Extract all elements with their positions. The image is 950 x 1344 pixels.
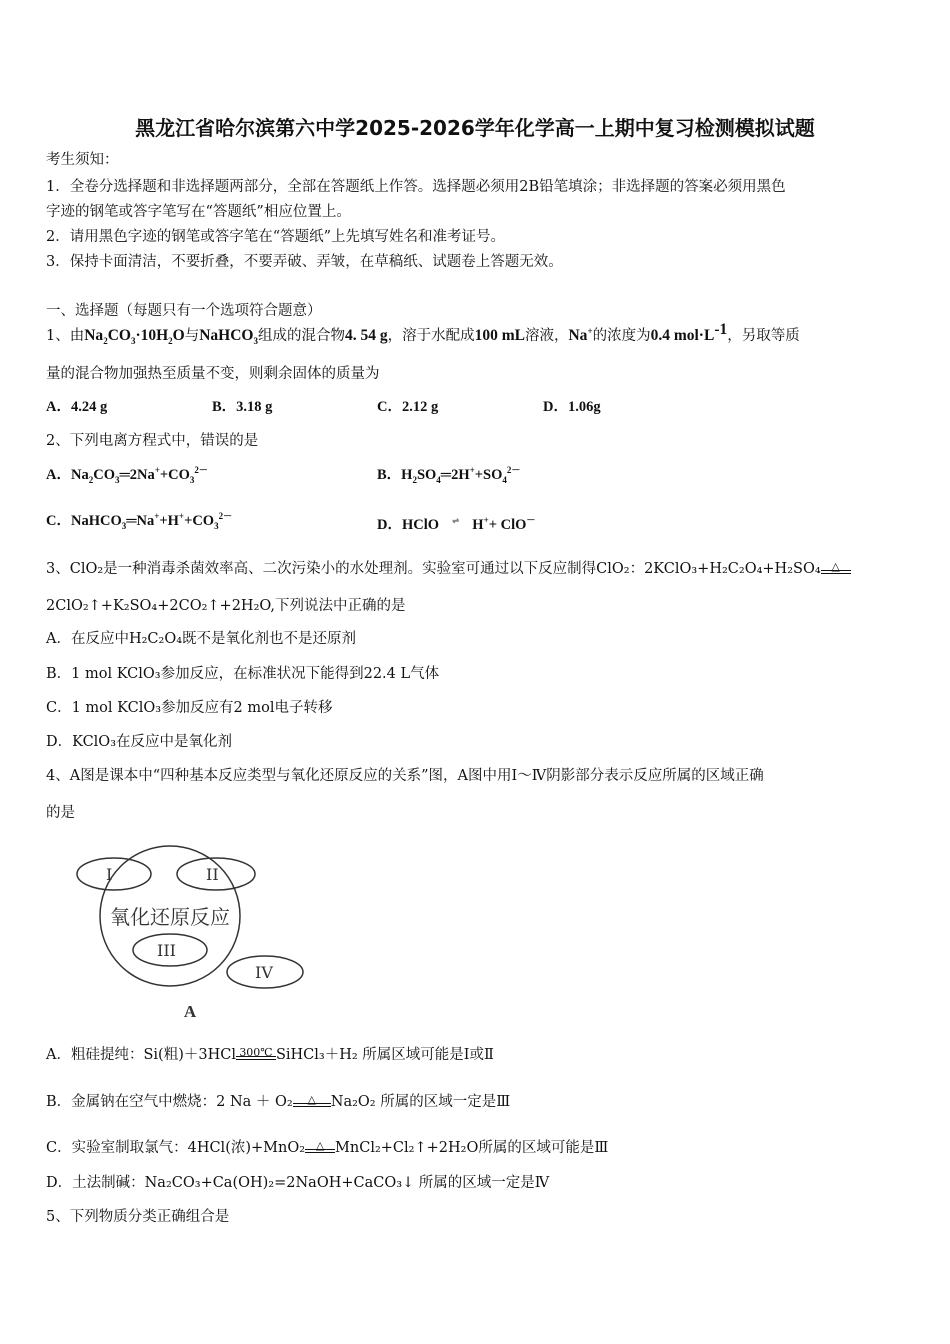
- notice-item-1-cont: 字迹的钢笔或答字笔写在“答题纸”相应位置上。: [46, 204, 351, 220]
- q4-option-c[interactable]: C．实验室制取氯气：4HCl(浓)+MnO₂ △ MnCl₂+Cl₂↑+2H₂O所属的区域可能是Ⅲ: [46, 1139, 609, 1156]
- label-ii: II: [206, 865, 219, 884]
- reaction-type-venn-diagram: [70, 842, 320, 1022]
- question-1-line-2: 量的混合物加强热至质量不变，则剩余固体的质量为: [46, 366, 380, 382]
- q4-option-b[interactable]: B．金属钠在空气中燃烧：2 Na ＋ O₂ △ Na₂O₂ 所属的区域一定是Ⅲ: [46, 1093, 511, 1110]
- q1-option-d[interactable]: D．1.06g: [543, 399, 601, 415]
- diagram-caption: A: [183, 1002, 197, 1021]
- q3-option-d[interactable]: D．KClO₃在反应中是氧化剂: [46, 734, 232, 750]
- q1-option-a[interactable]: A．4.24 g: [46, 399, 108, 415]
- q3-option-a[interactable]: A．在反应中H₂C₂O₄既不是氧化剂也不是还原剂: [46, 631, 357, 647]
- question-5-stem: 5、下列物质分类正确组合是: [46, 1209, 230, 1225]
- label-i: I: [106, 865, 113, 884]
- q4-option-d[interactable]: D．土法制碱：Na₂CO₃+Ca(OH)₂=2NaOH+CaCO₃↓ 所属的区域一定是Ⅳ: [46, 1175, 550, 1191]
- q1-option-c[interactable]: C．2.12 g: [377, 399, 439, 415]
- q4-option-a[interactable]: A．粗硅提纯：Si(粗)＋3HCl 300℃ SiHCl₃＋H₂ 所属区域可能是Ⅰ或Ⅱ: [46, 1046, 494, 1063]
- q2-option-a[interactable]: A．$Na_2CO_3═2Na^++CO_3^{2-}$: [46, 465, 208, 485]
- q3-option-b[interactable]: B．1 mol KClO₃参加反应，在标准状况下能得到22.4 L气体: [46, 666, 440, 682]
- question-3-line-1: 3、ClO₂是一种消毒杀菌效率高、二次污染小的水处理剂。实验室可通过以下反应制得ClO₂：2KClO₃+H₂C₂O₄+H₂SO₄ △: [46, 559, 851, 579]
- question-2-stem: 2、下列电离方程式中，错误的是: [46, 433, 259, 449]
- label-iv: IV: [255, 963, 273, 982]
- question-4-line-1: 4、A图是课本中“四种基本反应类型与氧化还原反应的关系”图，A图中用Ⅰ～Ⅳ阴影部分表示反应所属的区域正确: [46, 768, 764, 784]
- label-iii: III: [157, 941, 176, 960]
- notice-heading: 考生须知：: [46, 152, 119, 168]
- redox-label: 氧化还原反应: [110, 905, 230, 929]
- q1-option-b[interactable]: B．3.18 g: [212, 399, 273, 415]
- page-title: 黑龙江省哈尔滨第六中学2025-2026学年化学高一上期中复习检测模拟试题: [135, 116, 815, 140]
- section-heading: 一、选择题（每题只有一个选项符合题意）: [46, 303, 322, 319]
- notice-item-1: 1．全卷分选择题和非选择题两部分，全部在答题纸上作答。选择题必须用2B铅笔填涂；非选择题的答案必须用黑色: [46, 179, 786, 195]
- q3-option-c[interactable]: C．1 mol KClO₃参加反应有2 mol电子转移: [46, 700, 333, 716]
- q2-option-c[interactable]: C．$NaHCO_3═Na^++H^++CO_3^{2-}$: [46, 511, 233, 531]
- q2-option-d[interactable]: D．HClO ⇌ H++ ClO－: [377, 515, 536, 533]
- notice-item-3: 3．保持卡面清洁，不要折叠，不要弄破、弄皱，在草稿纸、试题卷上答题无效。: [46, 254, 563, 270]
- question-4-line-2: 的是: [46, 805, 75, 821]
- question-3-line-2: 2ClO₂↑+K₂SO₄+2CO₂↑+2H₂O,下列说法中正确的是: [46, 598, 406, 614]
- q2-option-b[interactable]: B．$H_2SO_4═2H^++SO_4^{2-}$: [377, 465, 521, 485]
- notice-item-2: 2．请用黑色字迹的钢笔或答字笔在“答题纸”上先填写姓名和准考证号。: [46, 229, 506, 245]
- question-1-line-1: 1、由$Na_2CO_3\cdot 10H_2O$与NaHCO$_3$组成的混合物4. 54 g，溶于水配成100 mL溶液，Na+的浓度为0.4 $mol\cdot L^{-1}$，另取等质: [46, 321, 800, 347]
